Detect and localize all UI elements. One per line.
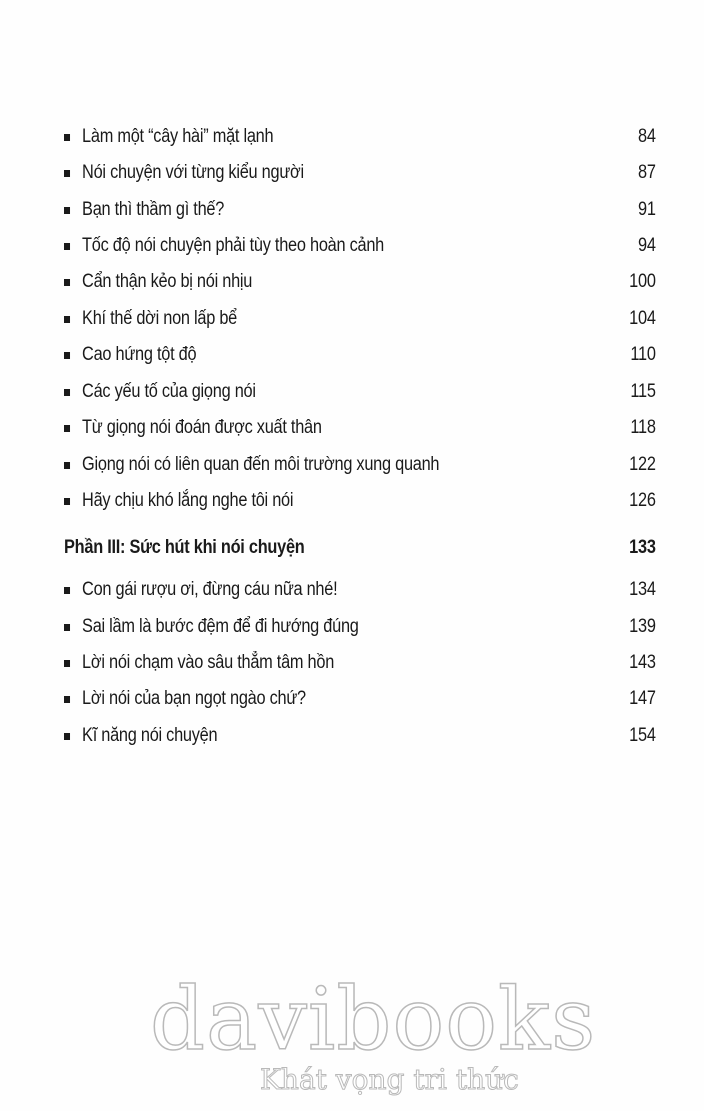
toc-entry-page: 134 xyxy=(629,579,656,600)
bullet-icon xyxy=(64,207,70,214)
toc-entry-title: Lời nói của bạn ngọt ngào chứ? xyxy=(82,688,306,709)
toc-entry xyxy=(64,122,656,152)
toc-entry-title: Giọng nói có liên quan đến môi trường xung quanh xyxy=(82,454,440,475)
toc-entry-title: Kĩ năng nói chuyện xyxy=(82,725,218,746)
toc-entry xyxy=(64,413,656,443)
toc-entry-title: Hãy chịu khó lắng nghe tôi nói xyxy=(82,490,294,511)
toc-entry-page: 94 xyxy=(638,235,656,256)
bullet-icon xyxy=(64,389,70,396)
toc-entry-title: Cẩn thận kẻo bị nói nhịu xyxy=(82,271,253,292)
toc-entry xyxy=(64,304,656,334)
toc-entry-page: 87 xyxy=(638,162,656,183)
toc-entry-page: 126 xyxy=(629,490,656,511)
toc-entry-title: Cao hứng tột độ xyxy=(82,344,197,365)
toc-entry-page: 104 xyxy=(629,308,656,329)
toc-entry-title: Nói chuyện với từng kiểu người xyxy=(82,162,304,183)
toc-entry xyxy=(64,377,656,407)
toc-entry-page: 84 xyxy=(638,126,656,147)
bullet-icon xyxy=(64,587,70,594)
bullet-icon xyxy=(64,624,70,631)
toc-entry xyxy=(64,267,656,297)
toc-entry-page: 143 xyxy=(629,652,656,673)
toc-entry xyxy=(64,648,656,678)
bullet-icon xyxy=(64,170,70,177)
toc-section-heading xyxy=(64,532,656,564)
toc-entry-title: Làm một “cây hài” mặt lạnh xyxy=(82,126,274,147)
bullet-icon xyxy=(64,696,70,703)
toc-entry-page: 147 xyxy=(629,688,656,709)
bullet-icon xyxy=(64,279,70,286)
toc-entry-page: 91 xyxy=(638,199,656,220)
watermark-tagline: Khát vọng tri thức xyxy=(260,1063,519,1096)
toc-entry xyxy=(64,486,656,516)
bullet-icon xyxy=(64,462,70,469)
toc-entry-title: Khí thế dời non lấp bể xyxy=(82,308,238,329)
toc-entry xyxy=(64,684,656,714)
toc-entry xyxy=(64,195,656,225)
toc-entry xyxy=(64,158,656,188)
toc-section-title: Phần III: Sức hút khi nói chuyện xyxy=(64,537,305,558)
watermark-brand: davibooks xyxy=(150,970,597,1070)
bullet-icon xyxy=(64,498,70,505)
bullet-icon xyxy=(64,733,70,740)
toc-entry-title: Con gái rượu ơi, đừng cáu nữa nhé! xyxy=(82,579,338,600)
toc-entry-page: 118 xyxy=(630,417,656,438)
bullet-icon xyxy=(64,134,70,141)
toc-entry-title: Bạn thì thầm gì thế? xyxy=(82,199,225,220)
bullet-icon xyxy=(64,660,70,667)
toc-entry xyxy=(64,575,656,605)
toc-section-page: 133 xyxy=(629,537,656,558)
toc-entry-page: 154 xyxy=(629,725,656,746)
bullet-icon xyxy=(64,352,70,359)
bullet-icon xyxy=(64,243,70,250)
toc-entry-title: Các yếu tố của giọng nói xyxy=(82,381,256,402)
toc-entry-page: 139 xyxy=(629,616,656,637)
toc-entry-title: Sai lầm là bước đệm để đi hướng đúng xyxy=(82,616,359,637)
toc-entry-title: Từ giọng nói đoán được xuất thân xyxy=(82,417,322,438)
toc-entry xyxy=(64,340,656,370)
toc-entry-title: Tốc độ nói chuyện phải tùy theo hoàn cảnh xyxy=(82,235,384,256)
toc-entry-page: 115 xyxy=(630,381,656,402)
toc-entry xyxy=(64,721,656,751)
toc-entry-page: 110 xyxy=(630,344,656,365)
toc-entry-page: 122 xyxy=(629,454,656,475)
toc-entry xyxy=(64,231,656,261)
bullet-icon xyxy=(64,316,70,323)
toc-entry xyxy=(64,450,656,480)
toc-entry xyxy=(64,612,656,642)
watermark xyxy=(150,970,597,1096)
toc-entry-title: Lời nói chạm vào sâu thẳm tâm hồn xyxy=(82,652,335,673)
bullet-icon xyxy=(64,425,70,432)
toc-entry-page: 100 xyxy=(629,271,656,292)
